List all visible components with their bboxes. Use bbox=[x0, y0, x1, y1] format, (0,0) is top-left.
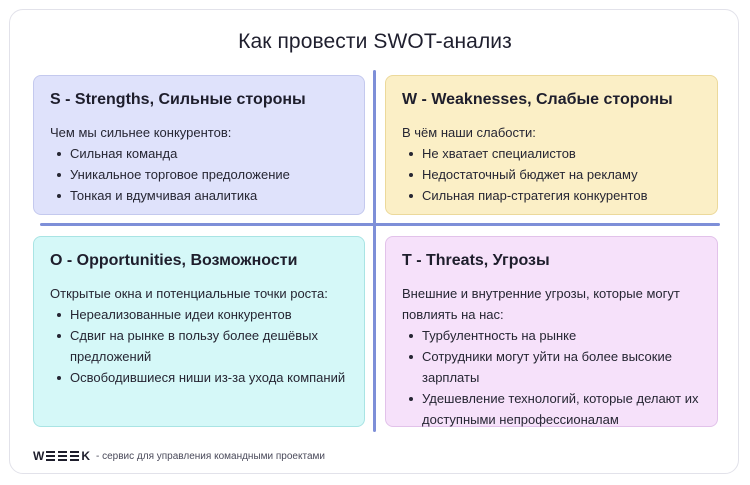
threats-quadrant bbox=[385, 236, 718, 427]
logo-letter-k: K bbox=[81, 449, 90, 463]
list-item: Уникальное торговое предоложение bbox=[50, 164, 349, 185]
opportunities-quadrant bbox=[33, 236, 365, 427]
footer-tagline: - сервис для управления командными проектами bbox=[96, 450, 325, 462]
list-item: Сильная пиар-стратегия конкурентов bbox=[402, 185, 702, 206]
logo-bars-icon bbox=[70, 451, 79, 461]
weaknesses-intro: В чём наши слабости: bbox=[402, 125, 536, 140]
strengths-list bbox=[50, 143, 349, 206]
vertical-axis-line bbox=[373, 70, 376, 432]
logo-bars-icon bbox=[58, 451, 67, 461]
page-title: Как провести SWOT-анализ bbox=[238, 30, 512, 53]
list-item: Турбулентность на рынке bbox=[402, 325, 702, 346]
opportunities-list bbox=[50, 304, 349, 388]
weaknesses-title: W - Weaknesses, Слабые стороны bbox=[402, 91, 673, 108]
strengths-intro: Чем мы сильнее конкурентов: bbox=[50, 125, 232, 140]
list-item: Сотрудники могут уйти на более высокие зарплаты bbox=[402, 346, 702, 388]
horizontal-axis-line bbox=[40, 223, 720, 226]
list-item: Не хватает специалистов bbox=[402, 143, 702, 164]
strengths-quadrant bbox=[33, 75, 365, 215]
list-item: Тонкая и вдумчивая аналитика bbox=[50, 185, 349, 206]
threats-intro: Внешние и внутренние угрозы, которые могут повлиять на нас: bbox=[402, 286, 680, 322]
list-item: Удешевление технологий, которые делают их доступными непрофессионалам bbox=[402, 388, 702, 430]
opportunities-intro: Открытые окна и потенциальные точки роста: bbox=[50, 286, 328, 301]
threats-title: T - Threats, Угрозы bbox=[402, 252, 550, 269]
weeek-logo bbox=[33, 450, 90, 462]
list-item: Освободившиеся ниши из-за ухода компаний bbox=[50, 367, 349, 388]
footer bbox=[33, 449, 325, 463]
logo-bars-icon bbox=[46, 451, 55, 461]
list-item: Сильная команда bbox=[50, 143, 349, 164]
list-item: Сдвиг на рынке в пользу более дешёвых предложений bbox=[50, 325, 349, 367]
weaknesses-list bbox=[402, 143, 702, 206]
list-item: Нереализованные идеи конкурентов bbox=[50, 304, 349, 325]
weaknesses-quadrant bbox=[385, 75, 718, 215]
list-item: Недостаточный бюджет на рекламу bbox=[402, 164, 702, 185]
logo-letter-w: W bbox=[33, 449, 45, 463]
threats-list bbox=[402, 325, 702, 430]
strengths-title: S - Strengths, Сильные стороны bbox=[50, 91, 306, 108]
opportunities-title: O - Opportunities, Возможности bbox=[50, 252, 298, 269]
